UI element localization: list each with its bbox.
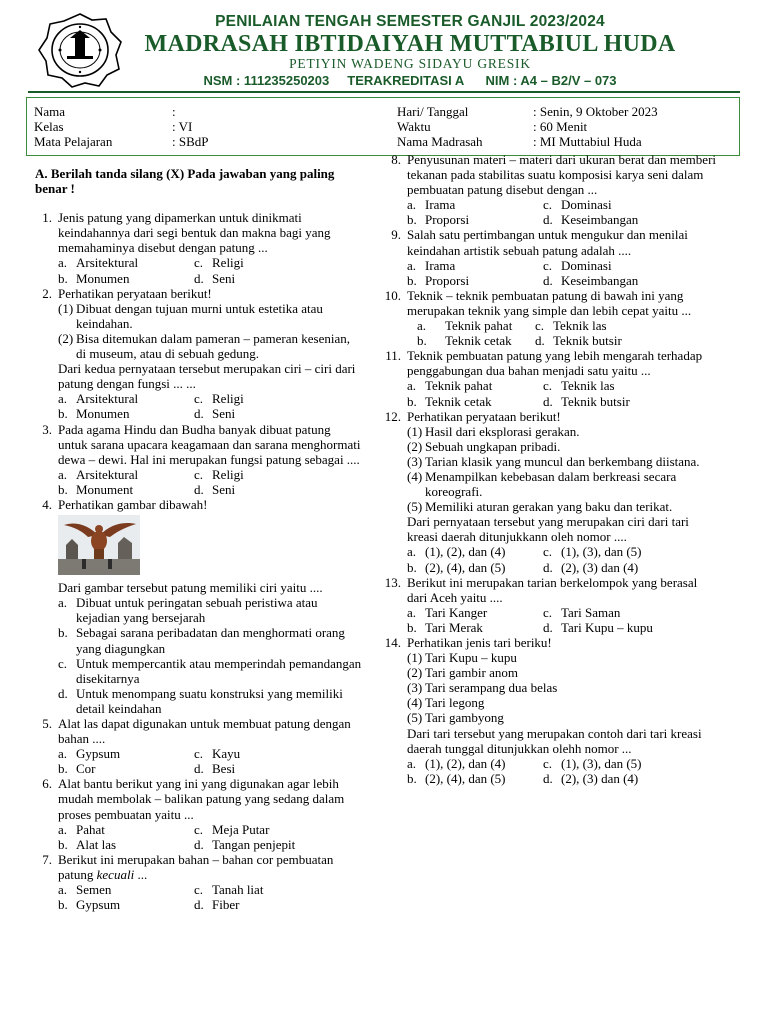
option-letter: c.: [535, 318, 545, 334]
question-number: 10.: [384, 287, 401, 303]
option-letter: a.: [407, 197, 417, 213]
option-c[interactable]: Tanah liat: [212, 882, 264, 898]
header-divider: [28, 91, 740, 93]
option-a[interactable]: Arsitektural: [76, 255, 139, 271]
info-value-madrasah: : MI Muttabiul Huda: [533, 134, 642, 149]
option-a[interactable]: Arsitektural: [76, 466, 139, 482]
option-d[interactable]: Teknik butsir: [561, 393, 630, 409]
statement-number: (2): [407, 665, 423, 681]
option-b[interactable]: Cor: [76, 761, 96, 777]
letterhead: [0, 0, 768, 94]
question-text: Perhatikan peryataan berikut!: [407, 408, 561, 424]
option-c[interactable]: Dominasi: [561, 197, 612, 213]
statement-2: Bisa ditemukan dalam pameran – pameran kesenian, di museum, atau di sebuah gedung.: [76, 330, 350, 362]
garuda-statue-image: [58, 515, 140, 575]
option-letter: d.: [543, 272, 553, 288]
option-a[interactable]: Irama: [425, 257, 456, 273]
option-a[interactable]: (1), (2), dan (4): [425, 544, 506, 560]
question-2: [26, 286, 362, 422]
statement-number: (1): [407, 650, 423, 666]
option-letter: c.: [543, 257, 553, 273]
option-letter: c.: [194, 821, 204, 837]
school-registration: NSM : 111235250203 TERAKREDITASI A NIM : A4 – B2/V – 073: [203, 73, 617, 88]
info-label-hari: Hari/ Tanggal: [397, 104, 469, 119]
statement-2: Sebuah ungkapan pribadi.: [425, 438, 561, 454]
option-letter: b.: [407, 770, 417, 786]
question-number: 5.: [42, 716, 52, 731]
option-a[interactable]: Dibuat untuk peringatan sebuah peristiwa atau kejadian yang bersejarah: [76, 595, 318, 626]
question-text: [58, 852, 362, 882]
option-c[interactable]: Religi: [212, 466, 244, 482]
statement-number: (1): [407, 423, 423, 439]
question-7: [26, 852, 362, 912]
school-address: PETIYIN WADENG SIDAYU GRESIK: [289, 56, 531, 71]
option-c[interactable]: Meja Putar: [212, 821, 270, 837]
question-10: [375, 288, 720, 348]
option-a[interactable]: Pahat: [76, 821, 105, 837]
left-question-column: [26, 166, 362, 912]
option-letter: b.: [58, 761, 68, 777]
option-letter: d.: [535, 333, 545, 349]
option-c[interactable]: Teknik las: [553, 318, 607, 334]
question-1: [26, 210, 362, 285]
question-text-emphasis: kecuali: [96, 866, 135, 882]
option-d[interactable]: Keseimbangan: [561, 272, 639, 288]
option-a[interactable]: (1), (2), dan (4): [425, 755, 506, 771]
option-letter: b.: [58, 625, 68, 641]
option-letter: b.: [417, 333, 427, 349]
option-letter: c.: [543, 544, 553, 560]
question-text: Alat las dapat digunakan untuk membuat patung dengan bahan ....: [58, 716, 351, 747]
info-label-waktu: Waktu: [397, 119, 431, 134]
question-6: [26, 776, 362, 851]
option-letter: b.: [58, 270, 68, 286]
option-letter: c.: [543, 604, 553, 620]
question-text: Salah satu pertimbangan untuk mengukur dan menilai keindahan artistik sebuah patung adalah ....: [407, 227, 688, 258]
option-b[interactable]: Gypsum: [76, 897, 121, 913]
school-name: MADRASAH IBTIDAIYAH MUTTABIUL HUDA: [144, 31, 676, 57]
question-prompt: Dari kedua pernyataan tersebut merupakan ciri – ciri dari patung dengan fungsi ... ...: [58, 361, 356, 392]
option-letter: c.: [543, 197, 553, 213]
option-c[interactable]: Teknik las: [561, 378, 615, 394]
question-text-end: ...: [137, 866, 148, 882]
question-number: 2.: [42, 285, 52, 301]
student-info-box: [26, 97, 740, 156]
option-letter: d.: [194, 836, 204, 852]
statement-number: (2): [58, 330, 74, 346]
statement-4: Menampilkan kebebasan dalam berkreasi secara koreografi.: [425, 468, 677, 500]
option-letter: b.: [407, 393, 417, 409]
option-d[interactable]: Tari Kupu – kupu: [561, 619, 653, 635]
option-b[interactable]: (2), (4), dan (5): [425, 559, 506, 575]
option-letter: d.: [194, 897, 204, 913]
option-letter: a.: [407, 378, 417, 394]
question-number: 7.: [42, 851, 52, 867]
option-c[interactable]: Dominasi: [561, 257, 612, 273]
option-letter: a.: [58, 595, 68, 611]
option-letter: d.: [194, 481, 204, 497]
option-c[interactable]: Religi: [212, 391, 244, 407]
question-prompt: Dari pernyataan tersebut yang merupakan ciri dari tari kreasi daerah ditunjukkann oleh nomor ....: [407, 514, 689, 545]
option-letter: c.: [58, 655, 68, 671]
option-b[interactable]: Sebagai sarana peribadatan dan menghormati orang yang diagungkan: [76, 625, 345, 656]
option-d[interactable]: Besi: [212, 761, 236, 777]
question-number: 4.: [42, 496, 52, 512]
statement-1: Hasil dari eksplorasi gerakan.: [425, 423, 580, 439]
question-number: 13.: [384, 574, 401, 590]
option-c[interactable]: Religi: [212, 255, 244, 271]
info-value-waktu: : 60 Menit: [533, 119, 588, 134]
statement-number: (1): [58, 300, 74, 316]
option-c[interactable]: (1), (3), dan (5): [561, 755, 642, 771]
question-12: [375, 409, 720, 575]
question-3: [26, 422, 362, 497]
option-letter: b.: [407, 272, 417, 288]
option-a[interactable]: Arsitektural: [76, 391, 139, 407]
question-text: Jenis patung yang dipamerkan untuk dinikmati keindahannya dari segi bentuk dan makna bagi yang memahaminya disebut dengan patung ...: [58, 210, 331, 256]
statement-number: (2): [407, 438, 423, 454]
option-b[interactable]: Monumen: [76, 406, 130, 422]
info-value-nama: :: [172, 104, 176, 119]
info-label-mapel: Mata Pelajaran: [34, 134, 113, 149]
option-b[interactable]: Teknik cetak: [445, 333, 512, 349]
question-8: [375, 152, 720, 227]
statement-1: Dibuat dengan tujuan murni untuk estetika atau keindahan.: [76, 300, 323, 331]
option-letter: b.: [407, 619, 417, 635]
option-letter: a.: [407, 257, 417, 273]
option-letter: a.: [58, 466, 68, 482]
option-a[interactable]: Semen: [76, 882, 112, 898]
question-4: [26, 497, 362, 716]
statement-1: Tari Kupu – kupu: [425, 650, 517, 666]
question-text: Pada agama Hindu dan Budha banyak dibuat patung untuk sarana upacara keagamaan dan sarana menghormati dewa – dewi. Hal ini merupakan fungsi patung sebagai ....: [58, 421, 361, 467]
option-a[interactable]: Gypsum: [76, 746, 121, 762]
question-11: [375, 348, 720, 408]
option-b[interactable]: Monumen: [76, 270, 130, 286]
option-d[interactable]: Fiber: [212, 897, 240, 913]
option-letter: b.: [407, 559, 417, 575]
option-a[interactable]: Irama: [425, 197, 456, 213]
option-letter: c.: [543, 755, 553, 771]
option-b[interactable]: (2), (4), dan (5): [425, 770, 506, 786]
question-number: 8.: [391, 152, 401, 167]
option-letter: a.: [407, 604, 417, 620]
option-letter: d.: [543, 559, 553, 575]
madrasah-logo-icon: [37, 12, 123, 88]
option-letter: c.: [194, 391, 204, 407]
option-letter: d.: [194, 406, 204, 422]
option-d[interactable]: Teknik butsir: [553, 333, 622, 349]
statement-number: (5): [407, 710, 423, 726]
option-letter: b.: [407, 212, 417, 228]
option-d[interactable]: Seni: [212, 406, 236, 422]
option-letter: d.: [194, 270, 204, 286]
question-14: [375, 635, 720, 786]
option-letter: a.: [58, 821, 68, 837]
option-letter: b.: [58, 406, 68, 422]
info-label-madrasah: Nama Madrasah: [397, 134, 483, 149]
option-letter: c.: [194, 466, 204, 482]
option-a[interactable]: Tari Kanger: [425, 604, 488, 620]
option-letter: c.: [543, 378, 553, 394]
option-d[interactable]: Keseimbangan: [561, 212, 639, 228]
option-d[interactable]: Seni: [212, 270, 236, 286]
option-b[interactable]: Teknik cetak: [425, 393, 492, 409]
statement-5: Memiliki aturan gerakan yang baku dan terikat.: [425, 499, 673, 515]
statement-2: Tari gambir anom: [425, 665, 518, 681]
option-letter: d.: [194, 761, 204, 777]
option-letter: a.: [407, 755, 417, 771]
info-value-mapel: : SBdP: [172, 134, 209, 149]
info-value-kelas: : VI: [172, 119, 193, 134]
info-label-nama: Nama: [34, 104, 66, 119]
option-a[interactable]: Teknik pahat: [425, 378, 493, 394]
option-b[interactable]: Tari Merak: [425, 619, 483, 635]
option-c[interactable]: Kayu: [212, 746, 241, 762]
option-letter: a.: [58, 255, 68, 271]
statement-number: (4): [407, 468, 423, 484]
question-text: Perhatikan gambar dibawah!: [58, 496, 208, 512]
statement-3: Tarian klasik yang muncul dan berkembang diistana.: [425, 453, 700, 469]
question-number: 9.: [391, 227, 401, 243]
option-letter: d.: [543, 393, 553, 409]
right-question-column: [375, 152, 720, 786]
option-letter: a.: [58, 882, 68, 898]
question-13: [375, 575, 720, 635]
question-number: 6.: [42, 776, 52, 792]
option-d[interactable]: (2), (3) dan (4): [561, 770, 639, 786]
option-letter: c.: [194, 746, 204, 762]
option-d[interactable]: (2), (3) dan (4): [561, 559, 639, 575]
option-d[interactable]: Seni: [212, 481, 236, 497]
option-c[interactable]: (1), (3), dan (5): [561, 544, 642, 560]
question-number: 1.: [42, 210, 52, 226]
option-letter: d.: [58, 685, 68, 701]
question-text: Teknik pembuatan patung yang lebih mengarah terhadap penggabungan dua bahan menjadi satu yaitu ...: [407, 348, 703, 379]
statement-number: (3): [407, 680, 423, 696]
option-d[interactable]: Tangan penjepit: [212, 836, 296, 852]
option-letter: d.: [543, 212, 553, 228]
statement-3: Tari serampang dua belas: [425, 680, 558, 696]
option-letter: a.: [58, 746, 68, 762]
question-text: Teknik – teknik pembuatan patung di bawah ini yang merupakan teknik yang simple dan lebih cepat yaitu ...: [407, 287, 692, 318]
option-a[interactable]: Teknik pahat: [445, 318, 513, 334]
option-d[interactable]: Untuk menompang suatu konstruksi yang memiliki detail keindahan: [76, 685, 343, 716]
option-letter: b.: [58, 836, 68, 852]
question-text: Alat bantu berikut yang ini yang digunakan agar lebih mudah membolak – balikan patung yang sedang dalam proses pembuatan yaitu ...: [58, 776, 345, 822]
statement-number: (5): [407, 499, 423, 515]
option-c[interactable]: Tari Saman: [561, 604, 621, 620]
statement-5: Tari gambyong: [425, 710, 504, 726]
question-text: Perhatikan jenis tari beriku!: [407, 635, 552, 650]
info-label-kelas: Kelas: [34, 119, 64, 134]
question-text: Penyusunan materi – materi dari ukuran berat dan memberi tekanan pada stabilitas suatu komposisi karya seni dalam pembuatan patung disebut dengan ...: [407, 152, 717, 198]
question-5: [26, 716, 362, 776]
option-b[interactable]: Monument: [76, 481, 134, 497]
option-b[interactable]: Alat las: [76, 836, 117, 852]
question-prompt: Dari gambar tersebut patung memiliki ciri yaitu ....: [58, 580, 323, 596]
option-c[interactable]: Untuk mempercantik atau memperindah pemandangan disekitarnya: [76, 655, 362, 686]
question-text-main: Berikut ini merupakan bahan – bahan cor pembuatan patung: [58, 851, 334, 882]
option-letter: b.: [58, 481, 68, 497]
option-b[interactable]: Proporsi: [425, 212, 470, 228]
question-number: 12.: [384, 408, 401, 424]
option-letter: b.: [58, 897, 68, 913]
option-letter: a.: [417, 318, 427, 334]
question-text: Perhatikan peryataan berikut!: [58, 285, 212, 301]
statement-number: (4): [407, 695, 423, 711]
option-letter: c.: [194, 255, 204, 271]
option-letter: a.: [407, 544, 417, 560]
option-b[interactable]: Proporsi: [425, 272, 470, 288]
question-9: [375, 227, 720, 287]
option-letter: d.: [543, 770, 553, 786]
question-prompt: Dari tari tersebut yang merupakan contoh dari tari kreasi daerah tunggal ditunjukkan olehh nomor ...: [407, 725, 702, 756]
question-number: 14.: [384, 635, 401, 650]
question-number: 11.: [385, 348, 401, 364]
info-value-hari: : Senin, 9 Oktober 2023: [533, 104, 658, 119]
option-letter: d.: [543, 619, 553, 635]
section-instruction: A. Berilah tanda silang (X) Pada jawaban yang paling benar !: [35, 166, 335, 197]
question-number: 3.: [42, 421, 52, 437]
statement-number: (3): [407, 453, 423, 469]
option-letter: a.: [58, 391, 68, 407]
option-letter: c.: [194, 882, 204, 898]
question-text: Berikut ini merupakan tarian berkelompok yang berasal dari Aceh yaitu ....: [407, 574, 698, 605]
exam-title: PENILAIAN TENGAH SEMESTER GANJIL 2023/2024: [215, 13, 605, 30]
statement-4: Tari legong: [425, 695, 485, 711]
